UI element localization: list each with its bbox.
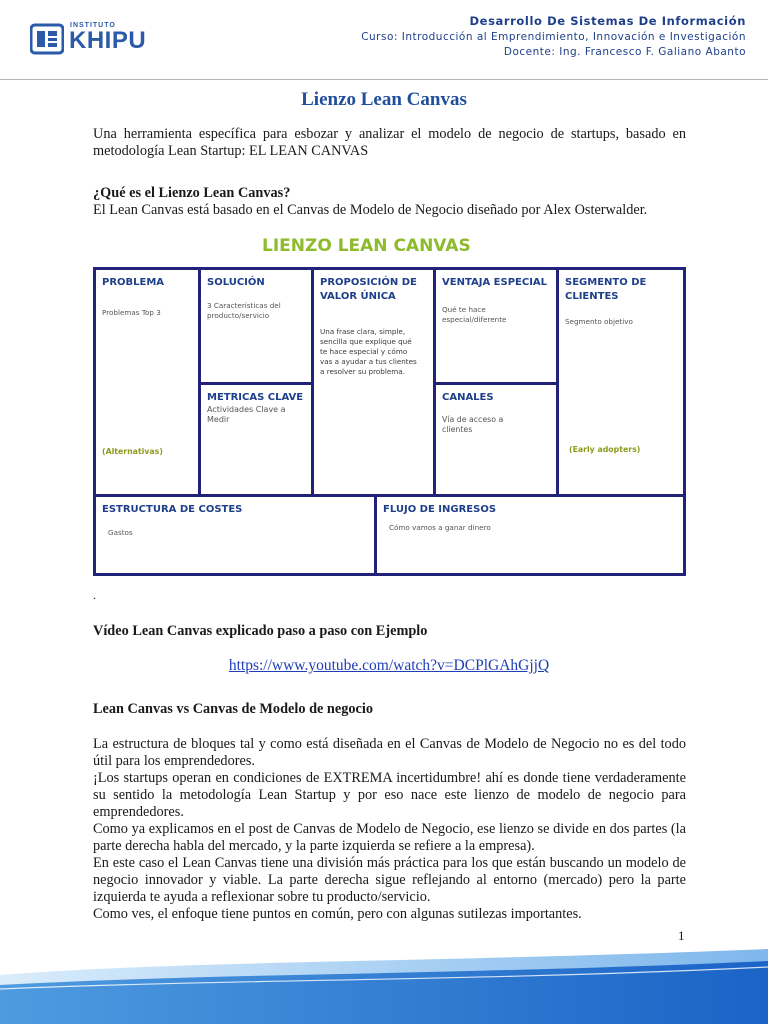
page-header bbox=[0, 0, 768, 80]
logo-small-text: INSTITUTO bbox=[70, 22, 116, 29]
cell-text: Vía de acceso a clientes bbox=[442, 415, 504, 434]
canvas-cell-canales bbox=[436, 385, 556, 494]
body-paragraph: ¡Los startups operan en condiciones de EXTREMA incertidumbre! ahí es donde tiene verdaderamente su sentido la metodología Lean Startup y por eso nace este lienzo de modelo de negocio para emprendedores. bbox=[93, 770, 686, 820]
header-course: Curso: Introducción al Emprendimiento, Innovación e Investigación bbox=[361, 31, 746, 43]
cell-title: VENTAJA ESPECIAL bbox=[442, 277, 548, 288]
canvas-title: LIENZO LEAN CANVAS bbox=[262, 236, 471, 256]
canvas-cell-propuesta-valor bbox=[314, 270, 433, 494]
footer-wave-decoration bbox=[0, 945, 768, 1024]
cell-footnote: (Alternativas) bbox=[102, 447, 163, 456]
cell-text: Actividades Clave a Medir bbox=[207, 405, 286, 424]
question-heading: ¿Qué es el Lienzo Lean Canvas? bbox=[93, 185, 291, 201]
cell-title: CANALES bbox=[442, 392, 494, 403]
cell-text: Problemas Top 3 bbox=[102, 308, 161, 317]
body-paragraph: La estructura de bloques tal y como está diseñada en el Canvas de Modelo de Negocio no es del todo útil para los emprendedores. bbox=[93, 736, 686, 769]
canvas-cell-costes bbox=[96, 497, 374, 573]
cell-text: 3 Características del producto/servicio bbox=[207, 301, 281, 320]
page-number: 1 bbox=[678, 928, 685, 943]
question-text: El Lean Canvas está basado en el Canvas de Modelo de Negocio diseñado por Alex Osterwalder. bbox=[93, 202, 648, 218]
canvas-cell-ingresos bbox=[377, 497, 683, 573]
canvas-cell-segmento bbox=[559, 270, 683, 494]
intro-paragraph: Una herramienta específica para esbozar y analizar el modelo de negocio de startups, basado en metodología Lean Startup: EL LEAN CANVAS bbox=[93, 126, 686, 159]
body-paragraph: En este caso el Lean Canvas tiene una división más práctica para los que están buscando un modelo de negocio innovador y viable. La parte derecha sigue reflejando al entorno (mercado) pero la parte izquierda te ayuda a reflexionar sobre tu producto/servicio. bbox=[93, 855, 686, 905]
cell-text: Gastos bbox=[108, 528, 133, 537]
video-heading: Vídeo Lean Canvas explicado paso a paso con Ejemplo bbox=[93, 623, 428, 639]
khipu-logo bbox=[30, 20, 145, 60]
video-link[interactable]: https://www.youtube.com/watch?v=DCPlGAhGjjQ bbox=[228, 657, 550, 674]
canvas-cell-ventaja bbox=[436, 270, 556, 382]
cell-footnote: (Early adopters) bbox=[569, 445, 641, 454]
logo-big-text: KHIPU bbox=[69, 27, 147, 54]
khipu-logo-icon bbox=[30, 22, 64, 56]
canvas-cell-solucion bbox=[201, 270, 311, 382]
separator-dot: . bbox=[93, 588, 96, 602]
body-paragraph: Como ves, el enfoque tiene puntos en común, pero con algunas sutilezas importantes. bbox=[93, 906, 582, 922]
cell-title: METRICAS CLAVE bbox=[207, 392, 304, 403]
header-divider bbox=[0, 79, 768, 80]
cell-title: SOLUCIÓN bbox=[207, 277, 265, 288]
cell-title: SEGMENTO DE CLIENTES bbox=[565, 277, 647, 302]
lean-canvas-grid bbox=[93, 267, 686, 576]
header-title: Desarrollo De Sistemas De Información bbox=[469, 14, 746, 28]
header-teacher: Docente: Ing. Francesco F. Galiano Abanto bbox=[503, 46, 746, 58]
cell-title: PROBLEMA bbox=[102, 277, 165, 288]
cell-title: ESTRUCTURA DE COSTES bbox=[102, 504, 243, 515]
comparison-heading: Lean Canvas vs Canvas de Modelo de negocio bbox=[93, 701, 373, 717]
cell-title: FLUJO DE INGRESOS bbox=[383, 504, 497, 515]
header-info bbox=[361, 14, 746, 58]
cell-text: Cómo vamos a ganar dinero bbox=[389, 523, 491, 532]
canvas-cell-problema bbox=[96, 270, 198, 494]
body-paragraph: Como ya explicamos en el post de Canvas de Modelo de Negocio, ese lienzo se divide en dos partes (la parte derecha habla del mercado, y la parte izquierda se refiere a la empresa). bbox=[93, 821, 686, 854]
cell-title: PROPOSICIÓN DE VALOR ÚNICA bbox=[320, 277, 417, 302]
comparison-body bbox=[93, 736, 686, 923]
cell-text: Qué te hace especial/diferente bbox=[442, 305, 507, 324]
cell-text: Segmento objetivo bbox=[565, 317, 633, 326]
canvas-cell-metricas bbox=[201, 385, 311, 494]
document-title: Lienzo Lean Canvas bbox=[301, 89, 467, 110]
cell-text: Una frase clara, simple, sencilla que explique qué te hace especial y cómo vas a ayudar a tus clientes a resolver su problema. bbox=[320, 327, 417, 376]
